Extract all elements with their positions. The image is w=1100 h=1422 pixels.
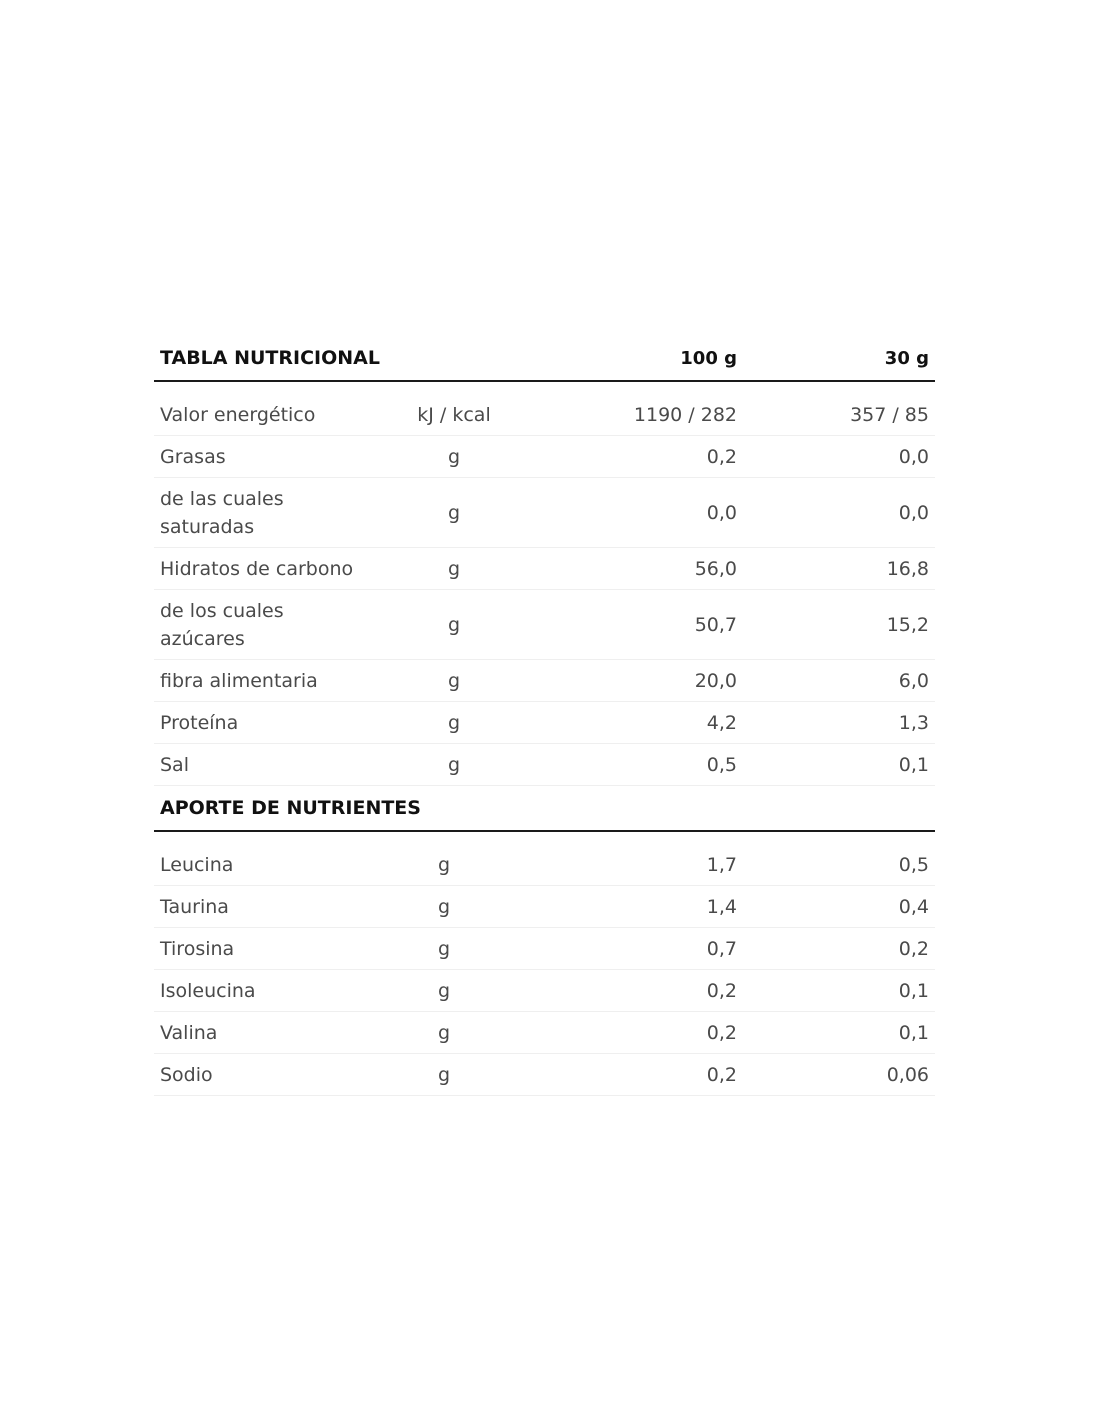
row-unit: kJ / kcal <box>417 403 491 426</box>
row-value-30g: 0,5 <box>898 853 929 876</box>
row-unit: g <box>447 613 461 636</box>
row-value-100g: 56,0 <box>694 557 737 580</box>
row-name: de los cuales azúcares <box>160 599 284 650</box>
row-name: de las cuales saturadas <box>160 487 284 538</box>
row-name: Isoleucina <box>160 979 256 1002</box>
row-name: Sal <box>160 753 189 776</box>
row-unit: g <box>437 895 451 918</box>
row-name: Taurina <box>160 895 229 918</box>
row-name: Hidratos de carbono <box>160 557 354 580</box>
row-unit: g <box>437 937 451 960</box>
row-unit: g <box>447 501 461 524</box>
column-header-100g: 100 g <box>680 347 737 369</box>
table-row <box>154 590 935 660</box>
row-value-30g: 0,1 <box>898 979 929 1002</box>
row-name: Grasas <box>160 445 226 468</box>
row-value-30g: 0,06 <box>886 1063 929 1086</box>
row-value-100g: 50,7 <box>694 613 737 636</box>
row-value-30g: 1,3 <box>898 711 929 734</box>
row-name: Tirosina <box>160 937 235 960</box>
row-value-100g: 1,4 <box>706 895 737 918</box>
row-value-100g: 0,2 <box>706 1021 737 1044</box>
row-value-30g: 0,0 <box>898 445 929 468</box>
row-unit: g <box>447 557 461 580</box>
nutrients-section-title: APORTE DE NUTRIENTES <box>160 797 421 819</box>
row-unit: g <box>437 1021 451 1044</box>
row-unit: g <box>437 853 451 876</box>
row-value-100g: 0,0 <box>706 501 737 524</box>
table-row <box>154 436 935 478</box>
row-unit: g <box>447 753 461 776</box>
row-unit: g <box>447 669 461 692</box>
table-row <box>154 394 935 436</box>
nutrients-section-header <box>154 786 935 832</box>
row-value-30g: 6,0 <box>898 669 929 692</box>
nutrition-table-header <box>154 336 935 382</box>
row-value-100g: 0,2 <box>706 979 737 1002</box>
table-row <box>154 844 935 886</box>
row-unit: g <box>447 711 461 734</box>
row-value-100g: 4,2 <box>706 711 737 734</box>
table-row <box>154 970 935 1012</box>
row-value-100g: 1,7 <box>706 853 737 876</box>
row-unit: g <box>437 979 451 1002</box>
table-row <box>154 548 935 590</box>
row-value-100g: 0,2 <box>706 445 737 468</box>
nutrition-table-title: TABLA NUTRICIONAL <box>160 347 380 369</box>
table-row <box>154 1054 935 1096</box>
table-row <box>154 702 935 744</box>
row-name: Leucina <box>160 853 234 876</box>
row-name: Valina <box>160 1021 218 1044</box>
table-row <box>154 928 935 970</box>
column-header-30g: 30 g <box>884 347 929 369</box>
row-name: Proteína <box>160 711 239 734</box>
row-value-30g: 0,1 <box>898 1021 929 1044</box>
row-value-100g: 20,0 <box>694 669 737 692</box>
table-row <box>154 886 935 928</box>
row-value-100g: 0,5 <box>706 753 737 776</box>
row-value-30g: 357 / 85 <box>850 403 929 426</box>
nutrition-table <box>154 336 935 1096</box>
row-name: Valor energético <box>160 403 316 426</box>
row-value-30g: 0,0 <box>898 501 929 524</box>
row-unit: g <box>437 1063 451 1086</box>
row-value-30g: 0,2 <box>898 937 929 960</box>
row-name: fibra alimentaria <box>160 669 318 692</box>
row-value-30g: 15,2 <box>886 613 929 636</box>
row-unit: g <box>447 445 461 468</box>
row-value-30g: 0,4 <box>898 895 929 918</box>
row-value-100g: 0,2 <box>706 1063 737 1086</box>
table-row <box>154 660 935 702</box>
row-value-100g: 1190 / 282 <box>633 403 737 426</box>
row-name: Sodio <box>160 1063 213 1086</box>
row-value-30g: 16,8 <box>886 557 929 580</box>
row-value-30g: 0,1 <box>898 753 929 776</box>
table-row <box>154 1012 935 1054</box>
table-row <box>154 744 935 786</box>
row-value-100g: 0,7 <box>706 937 737 960</box>
table-row <box>154 478 935 548</box>
